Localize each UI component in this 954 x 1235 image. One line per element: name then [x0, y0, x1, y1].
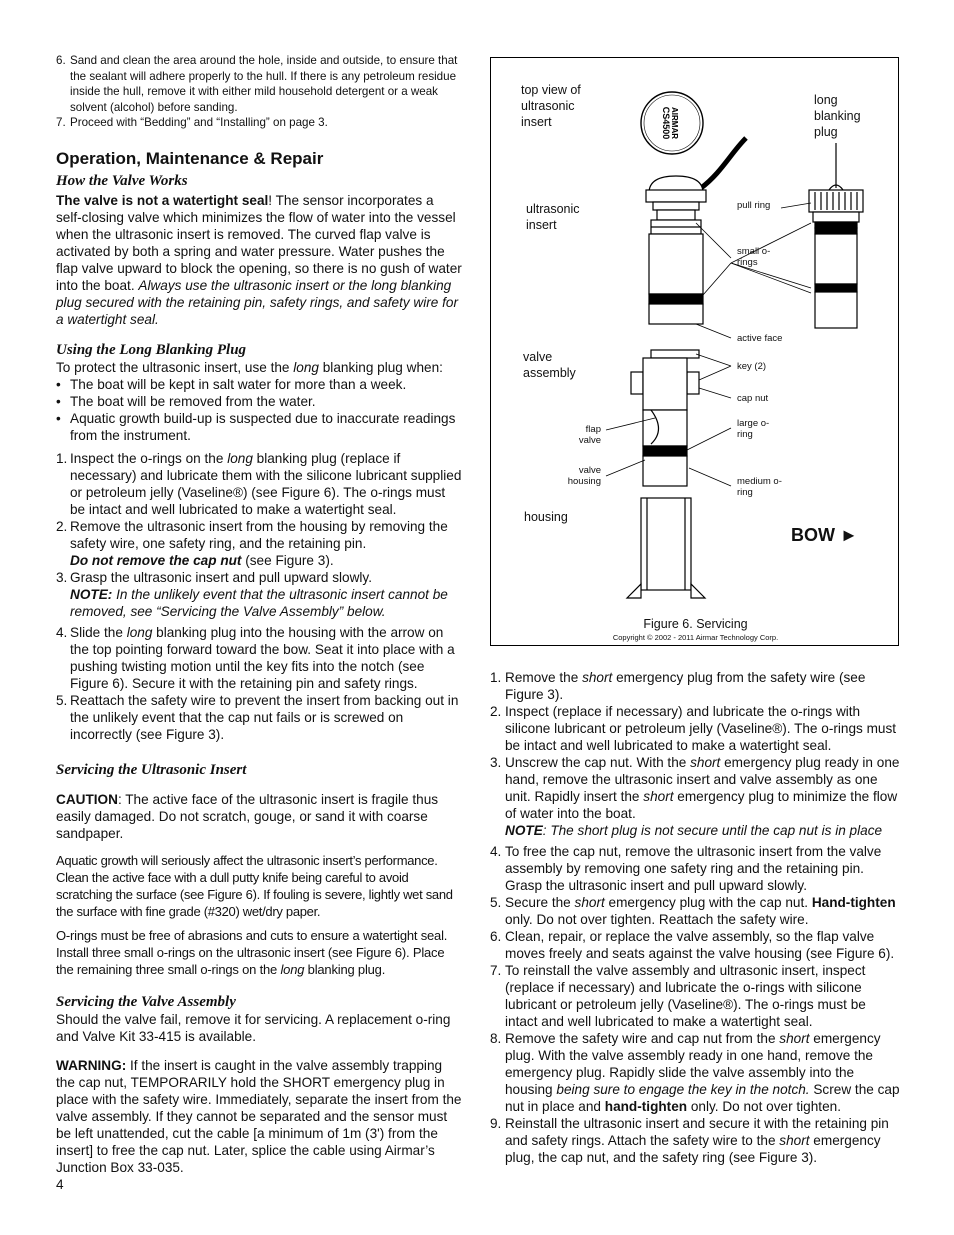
- warning-text: WARNING: If the insert is caught in the valve assembly trapping the cap nut, TEMPORARILY hold the SHORT emergency plug in place with the safety wire. Immediately, separate the insert from the valve assembly. If they cannot be separated and the sensor must be left unattended, cut the cable [a minimum of 1m (3') from the insert] to free the cap nut. Later, splice the cable using Airmar’s Junction Box 33-035.: [56, 1058, 462, 1175]
- list-item: 7. Proceed with “Bedding” and “Installing” on page 3.: [56, 116, 328, 129]
- list-item: 5. Reattach the safety wire to prevent the insert from backing out in the unlikely event that the cap nut fails or is screwed on incorrectly (see Figure 3).: [56, 693, 459, 742]
- servicing-valve-section: [56, 993, 462, 1176]
- label-active-face: active face: [737, 333, 783, 344]
- list-number: 3.: [490, 755, 502, 770]
- label-pull-ring: pull ring: [737, 200, 771, 211]
- list-number: 5.: [490, 895, 502, 910]
- list-text: Reinstall the ultrasonic insert and secure it with the retaining pin and safety rings. Attach the safety wire to the short emergency plug, the cap nut, and the safety ring (see Figure 3).: [505, 1116, 889, 1165]
- label-housing: housing: [524, 510, 568, 524]
- leader-lines: [606, 203, 811, 486]
- list-number: 8.: [490, 1031, 502, 1046]
- figure-6: [490, 57, 899, 646]
- long-blanking-plug-icon: [809, 143, 863, 328]
- servicing-valve-heading: Servicing the Valve Assembly: [56, 994, 236, 1010]
- servicing-insert-section: [56, 761, 462, 978]
- blanking-plug-section: [56, 341, 462, 743]
- list-number: 6.: [490, 929, 502, 944]
- label-medium-oring: medium o-ring: [737, 476, 782, 498]
- list-item: 2. Remove the ultrasonic insert from the housing by removing the safety wire, one safety ring, and the retaining pin. Do not remove the cap nut (see Figure 3).: [56, 519, 448, 568]
- list-item: 1. Inspect the o-rings on the long blanking plug (replace if necessary) and lubricate them with the silicone lubricant supplied or petroleum jelly (Vaseline®) (see Figure 6). The o-rings must be intact and well lubricated to make a watertight seal.: [56, 451, 462, 517]
- valve-assembly-icon: [631, 350, 699, 486]
- logo-circle-icon: [641, 92, 703, 154]
- figure-copyright: Copyright © 2002 - 2011 Airmar Technology Corp.: [612, 633, 779, 642]
- list-item: [490, 928, 900, 962]
- list-text: Unscrew the cap nut. With the short emergency plug ready in one hand, remove the ultrasonic insert and valve assembly as one unit. Rapidly insert the short emergency plug to minimize the flow of water into the boat.: [505, 755, 900, 821]
- housing-icon: [627, 498, 705, 598]
- list-item: • Aquatic growth build-up is suspected due to inaccurate readings from the instrument.: [56, 410, 462, 444]
- label-large-oring: large o-ring: [737, 418, 770, 440]
- list-item: [490, 754, 900, 822]
- list-text: Secure the short emergency plug with the cap nut. Hand-tighten only. Do not over tighten. Reattach the safety wire.: [505, 895, 896, 927]
- servicing-valve-para: Should the valve fail, remove it for servicing. A replacement o-ring and Valve Kit 33-415 is available.: [56, 1012, 451, 1044]
- list-item: [490, 962, 900, 1030]
- list-text: Inspect (replace if necessary) and lubricate the o-rings with silicone lubricant or petroleum jelly (Vaseline®). The o-rings must be intact and well lubricated to make a watertight seal.: [505, 704, 897, 753]
- label-ultrasonic-insert: ultrasonic insert: [526, 202, 580, 232]
- blanking-plug-bullets: [56, 376, 462, 444]
- list-text: NOTE: The short plug is not secure until the cap nut is in place: [505, 823, 883, 838]
- list-item: 4. Slide the long blanking plug into the housing with the arrow on the top pointing forward toward the bow. Seat it into place with a pushing twisting motion until the key fits into the notch (see Figure 6). Secure it with the retaining pin and safety rings.: [56, 625, 455, 691]
- valve-works-text: The valve is not a watertight seal! The sensor incorporates a self-closing valve which minimizes the flow of water into the vessel when the ultrasonic insert is removed. The curved flap valve is activated by both a spring and water pressure. Water pushes the flap valve upward to block the opening, so there is no gush of water into the boat. Always use the ultrasonic insert or the long blanking plug secured with the retaining pin, safety rings, and safety wire for a watertight seal.: [56, 193, 462, 327]
- intro-steps: [56, 53, 462, 131]
- list-number: 2.: [490, 704, 502, 719]
- valve-service-steps: [490, 669, 900, 1166]
- cable-icon: [701, 138, 746, 188]
- list-item: [490, 669, 900, 703]
- list-item: • The boat will be kept in salt water for more than a week.: [56, 376, 462, 393]
- label-flap-valve: flap valve: [578, 424, 601, 446]
- list-item: 3. Grasp the ultrasonic insert and pull upward slowly. NOTE: In the unlikely event that the ultrasonic insert cannot be removed, see “Servicing the Valve Assembly” below.: [56, 570, 448, 619]
- list-number: 1.: [490, 670, 502, 685]
- label-valve-housing: valve housing: [567, 465, 601, 487]
- list-text: To reinstall the valve assembly and ultrasonic insert, inspect (replace if necessary) and lubricate the o-rings with silicone lubricant or petroleum jelly (Vaseline®). The o-rings must be intact and well lubricated to make a watertight seal.: [505, 963, 866, 1029]
- label-top-view: top view of ultrasonic insert: [521, 83, 581, 129]
- label-bow: BOW ►: [791, 525, 858, 545]
- label-long-plug: long blanking plug: [814, 93, 861, 139]
- servicing-insert-para1: Aquatic growth will seriously affect the ultrasonic insert’s performance. Clean the active face with a dull putty knife being careful to avoid scratching the surface (see Figure 6). If fouling is severe, lightly wet sand the surface with fine grade (#320) wet/dry paper.: [56, 853, 453, 919]
- list-text: To free the cap nut, remove the ultrasonic insert from the valve assembly by removing one safety ring and the retaining pin. Grasp the ultrasonic insert and pull upward slowly.: [505, 844, 882, 893]
- label-small-orings: small o-rings: [737, 246, 771, 268]
- list-text: Remove the safety wire and cap nut from the short emergency plug. With the valve assembly ready in one hand, remove the emergency plug. Rapidly slide the valve assembly into the housing being sure to engage the key in the notch. Screw the cap nut in place and hand-tighten only. Do not over tighten.: [505, 1031, 900, 1114]
- note-item: [490, 822, 900, 839]
- list-item: 6. Sand and clean the area around the hole, inside and outside, to ensure that the sealant will adhere properly to the hull. If there is any petroleum residue inside the hull, remove it with either mild household detergent or a weak solvent (alcohol) before sanding.: [56, 54, 458, 114]
- list-number: 4.: [490, 844, 502, 859]
- list-text: Clean, repair, or replace the valve assembly, so the flap valve moves freely and seats against the valve housing (see Figure 6).: [505, 929, 895, 961]
- blanking-plug-heading: Using the Long Blanking Plug: [56, 342, 247, 358]
- list-number: 9.: [490, 1116, 502, 1131]
- list-item: [490, 843, 900, 894]
- servicing-insert-heading: Servicing the Ultrasonic Insert: [56, 762, 247, 778]
- list-item: [490, 1030, 900, 1115]
- blanking-plug-intro: To protect the ultrasonic insert, use the long blanking plug when:: [56, 360, 443, 375]
- servicing-insert-para2: O-rings must be free of abrasions and cuts to ensure a watertight seal. Install three small o-rings on the ultrasonic insert (see Figure 6). Place the remaining three small o-rings on the long blanking plug.: [56, 928, 448, 977]
- page-number: 4: [56, 1177, 64, 1192]
- list-item: [490, 894, 900, 928]
- caution-text: CAUTION: The active face of the ultrasonic insert is fragile thus easily damaged. Do not scratch, gouge, or sand it with coarse sandpaper.: [56, 792, 439, 841]
- label-cap-nut: cap nut: [737, 393, 769, 404]
- logo-model-text: CS4500: [661, 106, 671, 140]
- list-number: 7.: [490, 963, 502, 978]
- blanking-plug-steps: [56, 450, 462, 743]
- list-item: [490, 703, 900, 754]
- logo-brand-text: AIRMAR: [670, 107, 679, 139]
- valve-works-section: [56, 172, 462, 328]
- valve-works-heading: How the Valve Works: [56, 173, 188, 189]
- label-key: key (2): [737, 361, 767, 372]
- label-valve-assembly: valve assembly: [523, 350, 576, 380]
- section-title: Operation, Maintenance & Repair: [56, 149, 324, 168]
- list-item: • The boat will be removed from the water.: [56, 393, 462, 410]
- list-text: Remove the short emergency plug from the safety wire (see Figure 3).: [505, 670, 866, 702]
- figure-caption: Figure 6. Servicing: [643, 617, 748, 631]
- list-item: [490, 1115, 900, 1166]
